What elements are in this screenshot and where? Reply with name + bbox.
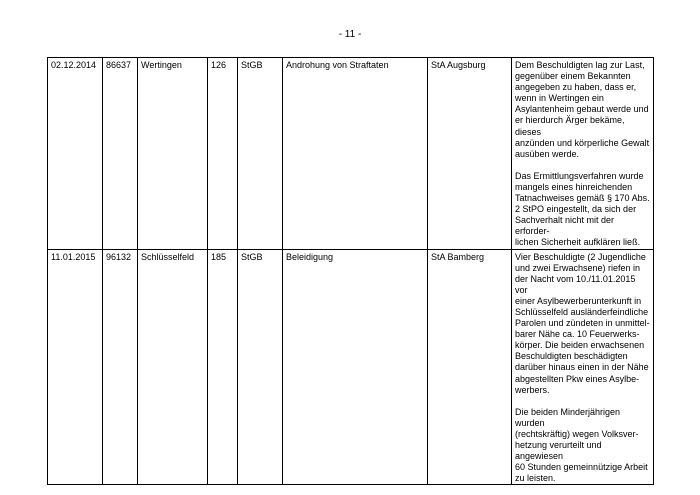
description-line: Beschuldigten beschädigten <box>515 351 628 362</box>
description-line: ausüben werde. <box>515 148 580 159</box>
authority-cell: StA Bamberg <box>428 249 512 485</box>
description-line: angegeben zu haben, dass er, <box>515 82 637 93</box>
table-row <box>48 249 654 485</box>
description-line: Vier Beschuldigte (2 Jugendliche <box>515 251 646 262</box>
case-table <box>47 57 654 485</box>
outcome-line: 60 Stunden gemeinnützige Arbeit <box>515 462 648 473</box>
description-line: Parolen und zündeten in unmittel- <box>515 318 650 329</box>
postal-code-cell: 86637 <box>103 58 138 250</box>
description-line: Asylantenheim gebaut werde und <box>515 104 649 115</box>
description-line: der Nacht vom 10./11.01.2015 vor <box>515 273 636 295</box>
paragraph-gap <box>515 160 650 171</box>
outcome-line: 2 StPO eingestellt, da sich der <box>515 204 637 215</box>
description-line: er hierdurch Ärger bekäme, dieses <box>515 115 625 137</box>
offense-cell: Beleidigung <box>283 249 428 485</box>
date-cell: 02.12.2014 <box>48 58 103 250</box>
authority-cell: StA Augsburg <box>428 58 512 250</box>
offense-cell: Androhung von Straftaten <box>283 58 428 250</box>
paragraph-cell: 126 <box>208 58 238 250</box>
description-line: Dem Beschuldigten lag zur Last, <box>515 60 645 70</box>
description-line: körper. Die beiden erwachsenen <box>515 340 645 351</box>
description-line: abgestellten Pkw eines Asylbe- <box>515 373 640 384</box>
outcome-line: (rechtskräftig) wegen Volksver- <box>515 428 639 439</box>
outcome-line: lichen Sicherheit aufklären ließ. <box>515 237 641 248</box>
place-cell: Schlüsselfeld <box>138 249 208 485</box>
outcome-line: Das Ermittlungsverfahren wurde <box>515 170 644 181</box>
outcome-line: hetzung verurteilt und angewiesen <box>515 440 602 462</box>
law-cell: StGB <box>238 249 283 485</box>
page-number: - 11 - <box>338 29 362 40</box>
description-line: einer Asylbewerberunterkunft in <box>515 295 642 306</box>
date-cell: 11.01.2015 <box>48 249 103 485</box>
description-line: wenn in Wertingen ein <box>515 93 604 104</box>
description-line: Schlüsselfeld ausländerfeindliche <box>515 306 649 317</box>
outcome-line: Tatnachweises gemäß § 170 Abs. <box>515 193 650 204</box>
description-line: und zwei Erwachsene) riefen in <box>515 262 641 273</box>
description-cell <box>512 249 654 485</box>
outcome-line: zu leisten. <box>515 473 556 484</box>
outcome-line: mangels eines hinreichenden <box>515 181 633 192</box>
description-line: anzünden und körperliche Gewalt <box>515 137 650 148</box>
outcome-line: Die beiden Minderjährigen wurden <box>515 406 621 428</box>
paragraph-gap <box>515 396 650 407</box>
postal-code-cell: 96132 <box>103 249 138 485</box>
description-line: werbers. <box>515 384 550 395</box>
outcome-line: Sachverhalt nicht mit der erforder- <box>515 215 615 237</box>
place-cell: Wertingen <box>138 58 208 250</box>
paragraph-cell: 185 <box>208 249 238 485</box>
table-row <box>48 58 654 250</box>
description-line: gegenüber einem Bekannten <box>515 71 631 82</box>
description-cell <box>512 58 654 250</box>
description-line: barer Nähe ca. 10 Feuerwerks- <box>515 329 640 340</box>
description-line: darüber hinaus einen in der Nähe <box>515 362 649 373</box>
law-cell: StGB <box>238 58 283 250</box>
